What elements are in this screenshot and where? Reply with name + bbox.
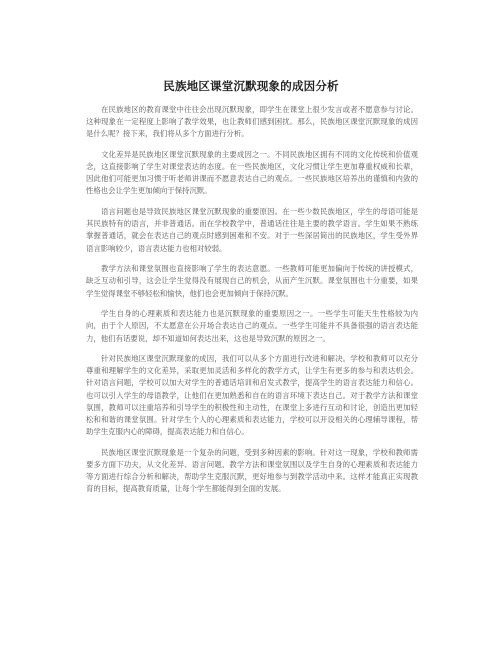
paragraph-solutions: 针对民族地区课堂沉默现象的成因，我们可以从多个方面进行改进和解决。学校和教师可以充分尊重和理解学生的文化差异，采取更加灵活和多样化的教学方式，让学生有更多的参与和表达机会。针对语言问题，学校可以加大对学生的普通话培训和启发式教学，提高学生的语言表达能力和信心。也可以引入学生的母语教学，让他们在更加熟悉和自在的语言环境下表达自己。对于教学方法和课堂氛围，教师可以注重培养和引导学生的积极性和主动性，在课堂上多进行互动和讨论，创造出更加轻松和和谐的课堂氛围。针对学生个人的心理素质和表达能力，学校可以开设相关的心理辅导课程，帮助学生克服内心的障碍，提高表达能力和自信心。 <box>86 354 418 437</box>
paragraph-cultural-differences: 文化差异是民族地区课堂沉默现象的主要成因之一。不同民族地区拥有不同的文化传统和价值观念，这直接影响了学生对课堂表达的态度。在一些民族地区，文化习惯让学生更加尊重权威和长辈，因此他们可能更加习惯于听老师讲课而不愿意表达自己的观点。一些民族地区培养出的谨慎和内敛的性格也会让学生更加倾向于保持沉默。 <box>86 149 418 196</box>
document-title: 民族地区课堂沉默现象的成因分析 <box>163 79 339 93</box>
paragraph-language-issues: 语言问题也是导致民族地区课堂沉默现象的重要原因。在一些少数民族地区，学生的母语可能是其民族特有的语言，并非普通话。而在学校教学中，普通话往往是主要的教学语言。学生如果不熟练掌握普通话，就会在表达自己的观点时感到困难和不安。对于一些深居简出的民族地区，学生受外界语言影响较少，语言表达能力也相对较弱。 <box>86 207 418 253</box>
paragraph-teaching-methods: 教学方法和课堂氛围也直接影响了学生的表达意愿。一些教师可能更加偏向于传统的讲授模式，缺乏互动和引导，这会让学生觉得没有展现自己的机会，从而产生沉默。课堂氛围也十分重要，如果学生觉得课堂不够轻松和愉快，他们也会更加倾向于保持沉默。 <box>86 264 418 298</box>
document-body <box>86 104 418 504</box>
paragraph-student-psychology: 学生自身的心理素质和表达能力也是沉默现象的重要原因之一。一些学生可能天生性格较为内向，由于个人原因，不太愿意在公开场合表达自己的观点。一些学生可能并不具备很强的语言表达能力，他们有话要说，却不知道如何表达出来，这也是导致沉默的原因之一。 <box>86 309 418 343</box>
paragraph-intro: 在民族地区的教育课堂中往往会出现沉默现象，即学生在课堂上很少发言或者不愿意参与讨论。这种现象在一定程度上影响了教学效果，也让教师们感到困扰。那么，民族地区课堂沉默现象的成因是什么呢？接下来，我们将从多个方面进行分析。 <box>86 105 418 139</box>
paragraph-conclusion: 民族地区课堂沉默现象是一个复杂的问题，受到多种因素的影响。针对这一现象，学校和教师需要多方面下功夫，从文化差异、语言问题、教学方法和课堂氛围以及学生自身的心理素质和表达能力等方面进行综合分析和解决，帮助学生克服沉默，更好地参与到教学活动中来。这样才能真正实现教育的目标，提高教育质量，让每个学生都能得到全面的发展。 <box>86 447 418 494</box>
